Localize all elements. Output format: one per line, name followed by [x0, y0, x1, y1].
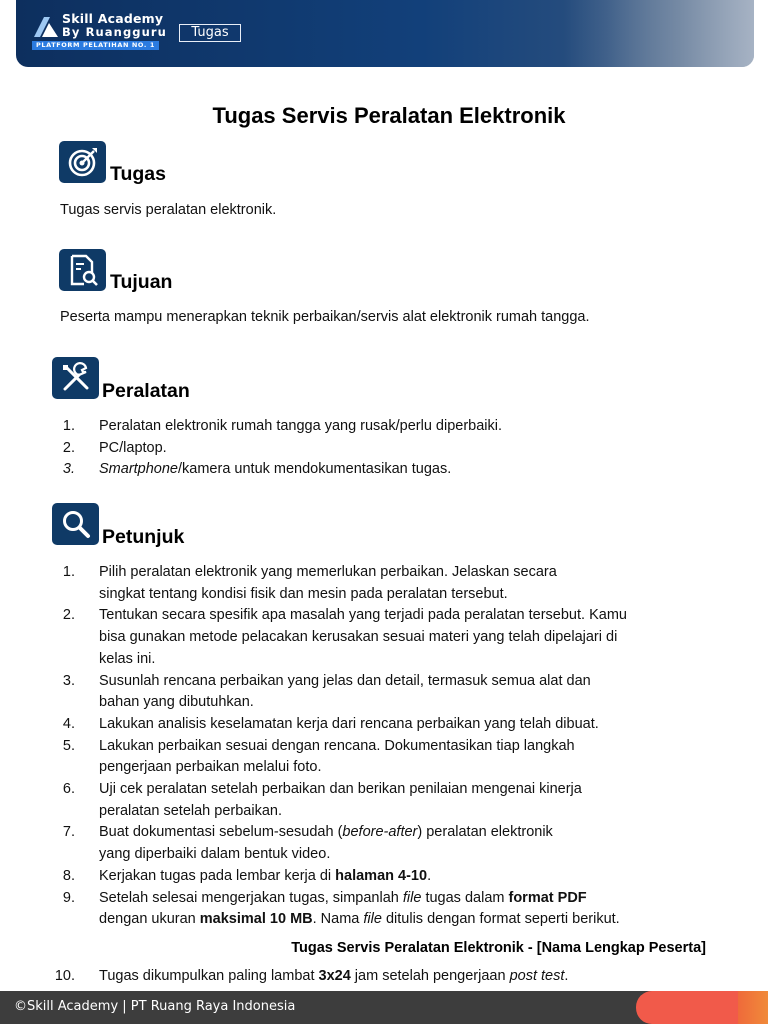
list-item: 1. Peralatan elektronik rumah tangga yang rusak/perlu diperbaiki. [62, 418, 503, 434]
list-item: 10. Tugas dikumpulkan paling lambat 3x24 jam setelah pengerjaan post test. [54, 968, 569, 984]
list-item: 7. Buat dokumentasi sebelum-sesudah (before-after) peralatan elektronik yang diperbaiki dalam bentuk video. [62, 824, 553, 863]
magnifier-icon [52, 503, 99, 545]
petunjuk-list [48, 562, 627, 931]
header-banner [16, 0, 754, 67]
tugas-description: Tugas servis peralatan elektronik. [60, 202, 277, 218]
section-title-tujuan: Tujuan [110, 271, 173, 293]
header-photo [564, 0, 754, 67]
peralatan-list [48, 416, 502, 481]
petunjuk-list-continued [48, 966, 568, 988]
section-title-tugas: Tugas [110, 163, 166, 185]
list-item: 4. Lakukan analisis keselamatan kerja dari rencana perbaikan yang telah dibuat. [62, 715, 599, 732]
tools-icon [52, 357, 99, 399]
list-item: 2. PC/laptop. [62, 439, 167, 456]
list-item: 2. Tentukan secara spesifik apa masalah yang terjadi pada peralatan tersebut. Kamu bisa gunakan metode pelacakan kerusakan sesuai materi yang telah dipelajari di kelas ini. [62, 607, 627, 667]
list-item: 5. Lakukan perbaikan sesuai dengan rencana. Dokumentasikan tiap langkah pengerjaan perbaikan melalui foto. [62, 737, 575, 776]
tujuan-description: Peserta mampu menerapkan teknik perbaikan/servis alat elektronik rumah tangga. [60, 309, 590, 325]
file-naming-format: Tugas Servis Peralatan Elektronik - [Nama Lengkap Peserta] [291, 940, 706, 956]
document-type-tag: Tugas [179, 24, 241, 42]
skill-academy-logo-icon [32, 15, 60, 39]
document-search-icon [59, 249, 106, 291]
list-item: 1. Pilih peralatan elektronik yang memerlukan perbaikan. Jelaskan secara singkat tentang kondisi fisik dan mesin pada peralatan tersebut. [62, 564, 557, 602]
footer-bar [0, 991, 768, 1024]
list-item: 8. Kerjakan tugas pada lembar kerja di halaman 4-10. [62, 867, 432, 884]
list-item: 3. Smartphone/kamera untuk mendokumentasikan tugas. [62, 461, 452, 478]
page-title: Tugas Servis Peralatan Elektronik [212, 103, 566, 128]
target-icon [59, 141, 106, 183]
footer-accent-stripe [738, 991, 768, 1024]
list-item: 6. Uji cek peralatan setelah perbaikan dan berikan penilaian mengenai kinerja peralatan setelah perbaikan. [62, 781, 582, 819]
list-item: 3. Susunlah rencana perbaikan yang jelas dan detail, termasuk semua alat dan bahan yang dibutuhkan. [62, 672, 591, 711]
brand-name: Skill Academy By Ruangguru [62, 11, 167, 39]
section-title-petunjuk: Petunjuk [102, 526, 185, 548]
list-item: 9. Setelah selesai mengerjakan tugas, simpanlah file tugas dalam format PDF dengan ukuran maksimal 10 MB. Nama file ditulis dengan format seperti berikut. [62, 889, 620, 928]
footer-copyright: ©Skill Academy | PT Ruang Raya Indonesia [14, 999, 296, 1014]
brand-tagline: PLATFORM PELATIHAN NO. 1 [32, 41, 159, 50]
section-title-peralatan: Peralatan [102, 380, 190, 402]
